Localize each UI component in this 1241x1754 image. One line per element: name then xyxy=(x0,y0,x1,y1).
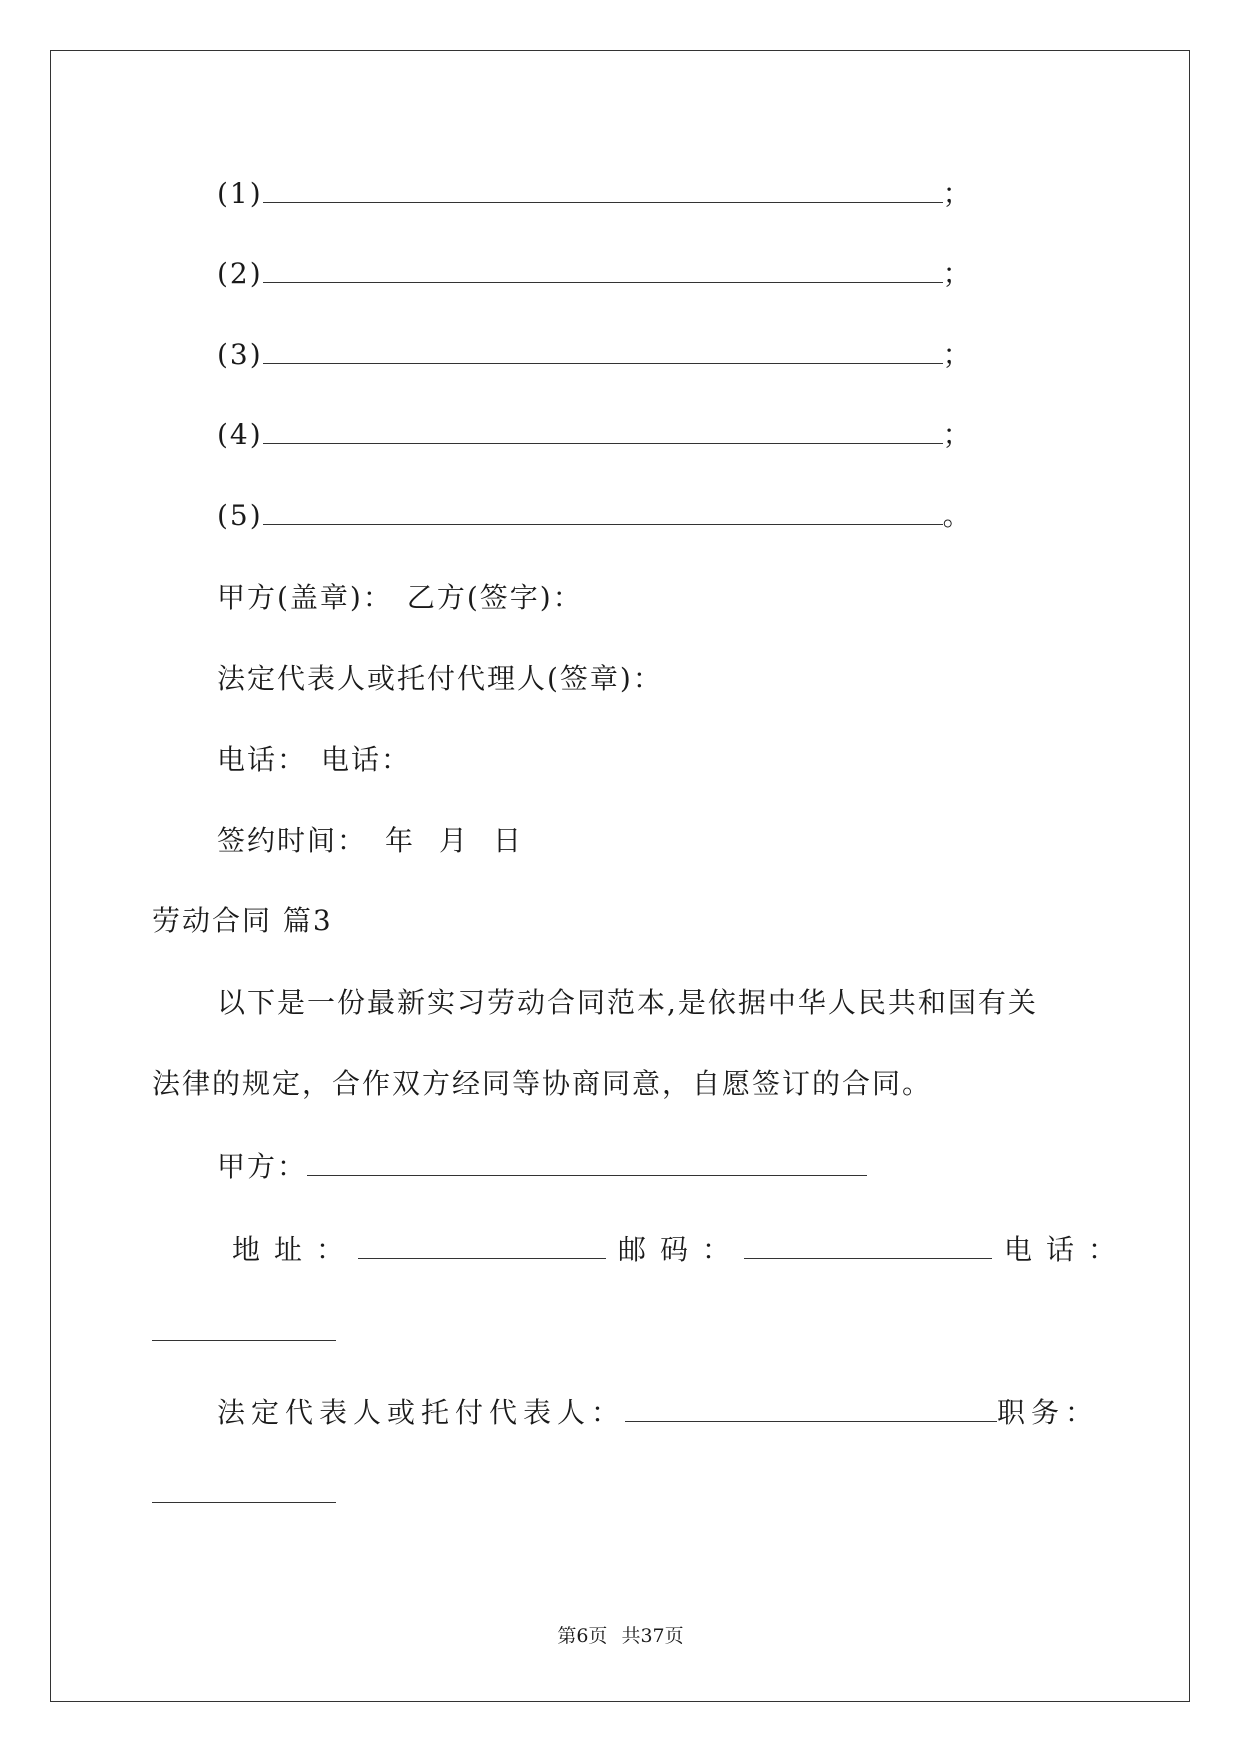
party-a-line xyxy=(217,1149,867,1185)
postcode-label: 邮码： xyxy=(618,1233,745,1266)
address-label: 地址： xyxy=(232,1233,359,1266)
list-item xyxy=(217,498,973,534)
representative-line: 法定代表人或托付代理人(签章)： xyxy=(217,662,663,695)
list-item xyxy=(217,176,973,212)
item-end: 。 xyxy=(942,499,973,532)
rep-label: 法定代表人或托付代表人： xyxy=(217,1396,626,1429)
phone-line xyxy=(217,742,411,778)
phone-continuation xyxy=(152,1314,336,1350)
month-label: 月 xyxy=(439,824,470,857)
item-number: (2) xyxy=(217,257,263,290)
item-end: ； xyxy=(942,418,973,451)
party-signature-line xyxy=(217,580,583,616)
contact-line xyxy=(232,1232,1130,1268)
party-a-label: 甲方： xyxy=(217,1150,308,1183)
position-field[interactable] xyxy=(152,1478,336,1503)
page-total: 共37页 xyxy=(621,1625,684,1647)
representative-position-line xyxy=(217,1395,1099,1431)
day-label: 日 xyxy=(493,824,524,857)
rep-field[interactable] xyxy=(625,1397,997,1422)
intro-paragraph-line1: 以下是一份最新实习劳动合同范本,是依据中华人民共和国有关 xyxy=(217,986,1038,1019)
year-label: 年 xyxy=(385,824,416,857)
party-b-sign-label: 乙方(签字)： xyxy=(406,581,583,614)
item-number: (4) xyxy=(217,418,263,451)
sign-date-label: 签约时间： xyxy=(217,824,368,857)
party-a-seal-label: 甲方(盖章)： xyxy=(217,581,393,614)
intro-paragraph-line2: 法律的规定，合作双方经同等协商同意，自愿签订的合同。 xyxy=(152,1067,933,1100)
item-end: ； xyxy=(942,257,973,290)
list-item xyxy=(217,417,973,453)
page-number: 第6页 xyxy=(557,1625,608,1647)
postcode-field[interactable] xyxy=(744,1234,992,1259)
page-frame xyxy=(50,50,1190,1702)
item-end: ； xyxy=(942,177,973,210)
item-number: (5) xyxy=(217,499,263,532)
phone-a-label: 电话： xyxy=(217,743,308,776)
position-label: 职务： xyxy=(997,1396,1100,1429)
list-item xyxy=(217,256,973,292)
sign-date-line xyxy=(217,823,523,859)
address-field[interactable] xyxy=(358,1234,606,1259)
page-footer xyxy=(0,1624,1241,1648)
fill-blank[interactable] xyxy=(263,500,943,525)
list-item xyxy=(217,337,973,373)
item-number: (1) xyxy=(217,177,263,210)
party-a-field[interactable] xyxy=(307,1151,867,1176)
fill-blank[interactable] xyxy=(263,178,943,203)
section-heading: 劳动合同 篇3 xyxy=(152,904,333,937)
item-number: (3) xyxy=(217,338,263,371)
phone-b-label: 电话： xyxy=(321,743,412,776)
position-continuation xyxy=(152,1476,336,1512)
phone-field[interactable] xyxy=(152,1316,336,1341)
fill-blank[interactable] xyxy=(263,339,943,364)
fill-blank[interactable] xyxy=(263,258,943,283)
phone-label: 电话： xyxy=(1004,1233,1131,1266)
fill-blank[interactable] xyxy=(263,419,943,444)
item-end: ； xyxy=(942,338,973,371)
